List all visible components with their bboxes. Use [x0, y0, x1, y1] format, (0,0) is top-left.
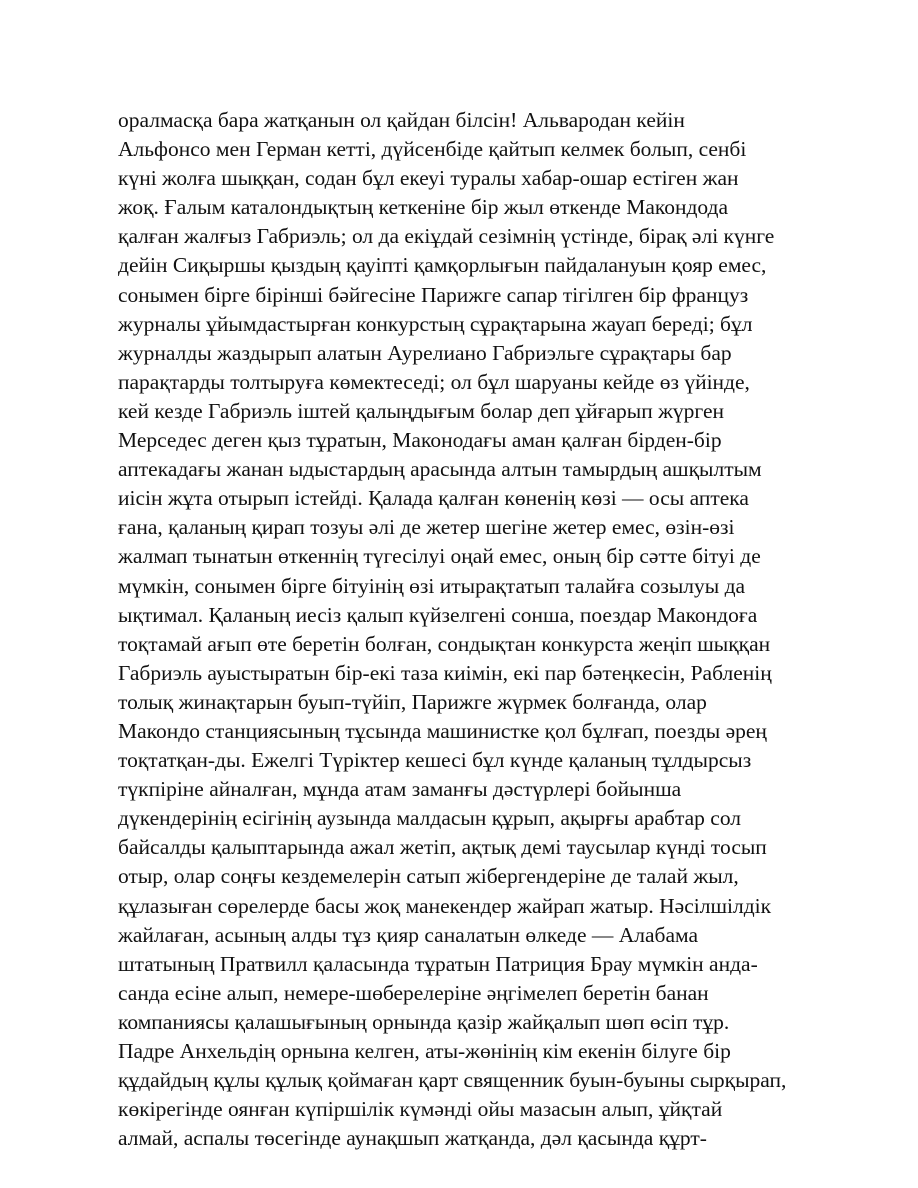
text-line: толық жинақтарын буып-түйіп, Парижге жүрмек болғанда, олар: [118, 689, 707, 714]
text-line: отыр, олар соңғы кездемелерін сатып жібергендеріне де талай жыл,: [118, 864, 739, 889]
text-line: құлазыған сөрелерде басы жоқ манекендер жайрап жатыр. Нәсілшілдік: [118, 893, 772, 918]
text-line: Альфонсо мен Герман кетті, дүйсенбіде қайтып келмек болып, сенбі: [118, 137, 747, 162]
text-line: жайлаған, асының алды тұз қияр саналатын өлкеде — Алабама: [118, 922, 699, 947]
text-line: парақтарды толтыруға көмектеседі; ол бұл шаруаны кейде өз үйінде,: [118, 369, 750, 394]
text-line: ғана, қаланың қирап тозуы әлі де жетер шегіне жетер емес, өзін-өзі: [118, 515, 735, 540]
text-line: Мерседес деген қыз тұратын, Маконодағы аман қалған бірден-бір: [118, 428, 722, 453]
text-line: күні жолға шыққан, содан бұл екеуі туралы хабар-ошар естіген жан: [118, 166, 739, 191]
text-line: оралмасқа бара жатқанын ол қайдан білсін! Альвародан кейін: [118, 108, 685, 132]
text-line: жалмап тынатын өткеннің түгесілуі оңай емес, оның бір сәтте бітуі де: [118, 544, 761, 569]
text-line: санда есіне алып, немере-шөберелеріне әңгімелеп беретін банан: [118, 980, 709, 1005]
text-line: Макондо станциясының тұсында машинистке қол бұлғап, поезды әрең: [118, 718, 767, 743]
text-line: аптекадағы жанан ыдыстардың арасында алтын тамырдың ашқылтым: [118, 457, 762, 482]
text-line: дейін Сиқыршы қыздың қауіпті қамқорлығын пайдалануын қояр емес,: [118, 253, 767, 278]
text-line: ықтимал. Қаланың иесіз қалып күйзелгені сонша, поездар Макондоға: [118, 602, 758, 627]
text-line: Габриэль ауыстыратын бір-екі таза киімін, екі пар бәтеңкесін, Рабленің: [118, 660, 772, 685]
text-line: кей кезде Габриэль іштей қалыңдығым болар деп ұйғарып жүрген: [118, 398, 725, 423]
text-line: иісін жұта отырып істейді. Қалада қалған көненің көзі — осы аптека: [118, 486, 749, 511]
text-line: көкірегінде оянған күпіршілік күмәнді ойы мазасын алып, ұйқтай: [118, 1097, 723, 1122]
text-line: журналды жаздырып алатын Аурелиано Габриэльге сұрақтары бар: [118, 340, 732, 365]
text-line: компаниясы қалашығының орнында қазір жайқалып шөп өсіп тұр.: [118, 1009, 730, 1034]
text-line: құдайдың құлы құлық қоймаған қарт священник буын-буыны сырқырап,: [118, 1068, 787, 1093]
text-line: штатының Пратвилл қаласында тұратын Патриция Брау мүмкін анда-: [118, 951, 758, 976]
text-line: Падре Анхельдің орнына келген, аты-жөнінің кім екенін білуге бір: [118, 1039, 731, 1063]
text-line: алмай, аспалы төсегінде аунақшып жатқанда, дәл қасында құрт-: [118, 1126, 707, 1151]
text-line: түкпіріне айналған, мұнда атам заманғы дәстүрлері бойынша: [118, 777, 682, 802]
body-text: [118, 106, 818, 1153]
text-line: байсалды қалыптарында ажал жетіп, ақтық демі таусылар күнді тосып: [118, 835, 767, 860]
text-line: тоқтамай ағып өте беретін болған, сондықтан конкурста жеңіп шыққан: [118, 631, 771, 656]
text-line: тоқтатқан-ды. Ежелгі Түріктер кешесі бұл күнде қаланың тұлдырсыз: [118, 748, 752, 773]
text-line: дүкендерінің есігінің аузында малдасын құрып, ақырғы арабтар сол: [118, 806, 742, 831]
text-line: журналы ұйымдастырған конкурстың сұрақтарына жауап береді; бұл: [118, 311, 753, 336]
text-line: мүмкін, сонымен бірге бітуінің өзі итырақтатып талайға созылуы да: [118, 573, 746, 598]
text-line: сонымен бірге бірінші бәйгесіне Парижге сапар тігілген бір француз: [118, 282, 749, 307]
text-line: жоқ. Ғалым каталондықтың кеткеніне бір жыл өткенде Макондода: [118, 195, 729, 220]
text-line: қалған жалғыз Габриэль; ол да екіұдай сезімнің үстінде, бірақ әлі күнге: [118, 224, 775, 249]
